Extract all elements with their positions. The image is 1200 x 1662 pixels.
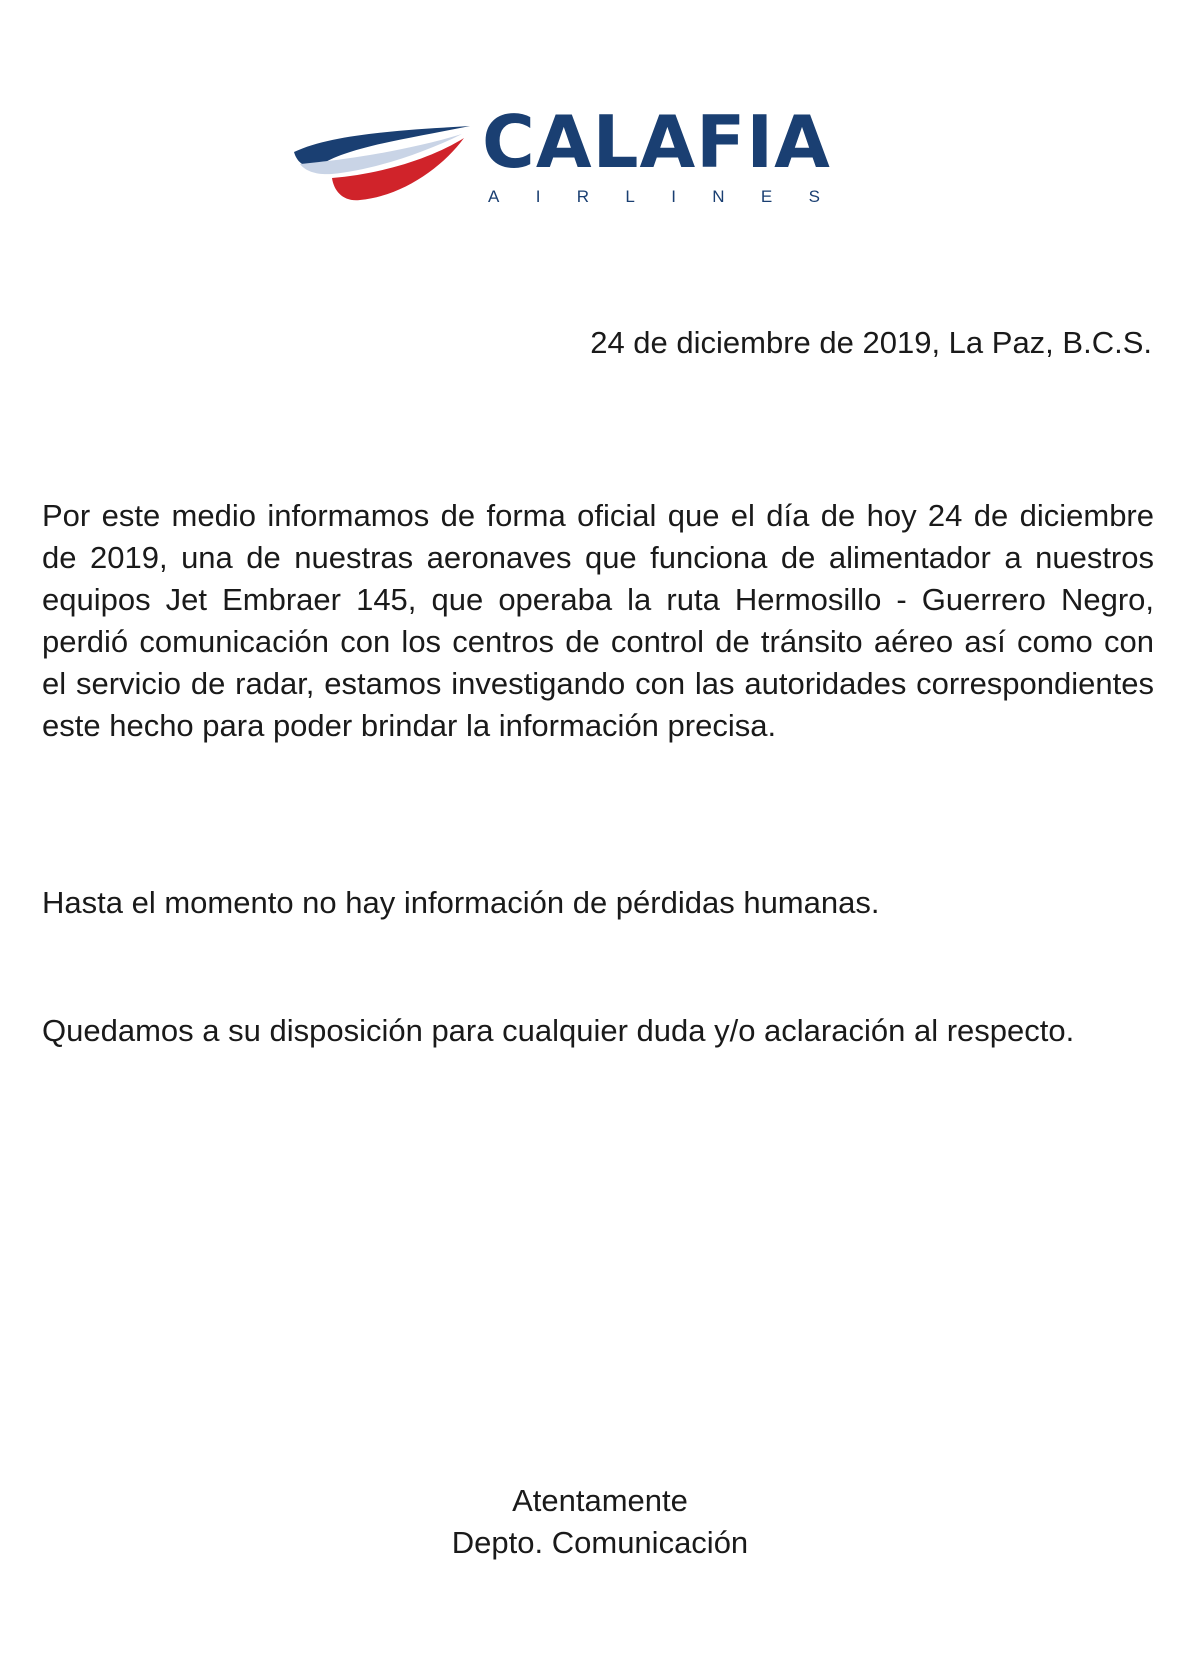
body-paragraph-announcement: Por este medio informamos de forma oficial que el día de hoy 24 de diciembre de 2019, una de nuestras aeronaves que funciona de alimentador a nuestros equipos Jet Embraer 145, que operaba la ruta Hermosillo - Guerrero Negro, perdió comunicación con los centros de control de tránsito aéreo así como con el servicio de radar, estamos investigando con las autoridades correspondientes este hecho para poder brindar la información precisa. [42,498,1154,743]
logo-subtitle-letter: E [760,187,773,206]
logo-subtitle-letter: I [671,187,676,206]
date-location: 24 de diciembre de 2019, La Paz, B.C.S. [590,325,1152,360]
signature-department: Depto. Comunicación [451,1525,749,1560]
body-paragraph-contact: Quedamos a su disposición para cualquier duda y/o aclaración al respecto. [42,1013,1075,1048]
logo-wordmark: CALAFIA [482,100,831,184]
logo-subtitle [488,187,820,207]
swoosh-logo-icon [292,124,472,214]
logo-subtitle-letter: R [576,187,590,206]
logo-subtitle-letter: L [625,187,635,206]
body-paragraph-casualties: Hasta el momento no hay información de pérdidas humanas. [42,885,880,920]
calafia-airlines-logo [292,100,832,222]
logo-subtitle-letter: A [488,187,500,206]
logo-subtitle-letter: N [712,187,725,206]
logo-subtitle-letter: I [535,187,541,206]
logo-subtitle-letter: S [808,187,820,206]
closing-salutation: Atentamente [512,1483,688,1518]
